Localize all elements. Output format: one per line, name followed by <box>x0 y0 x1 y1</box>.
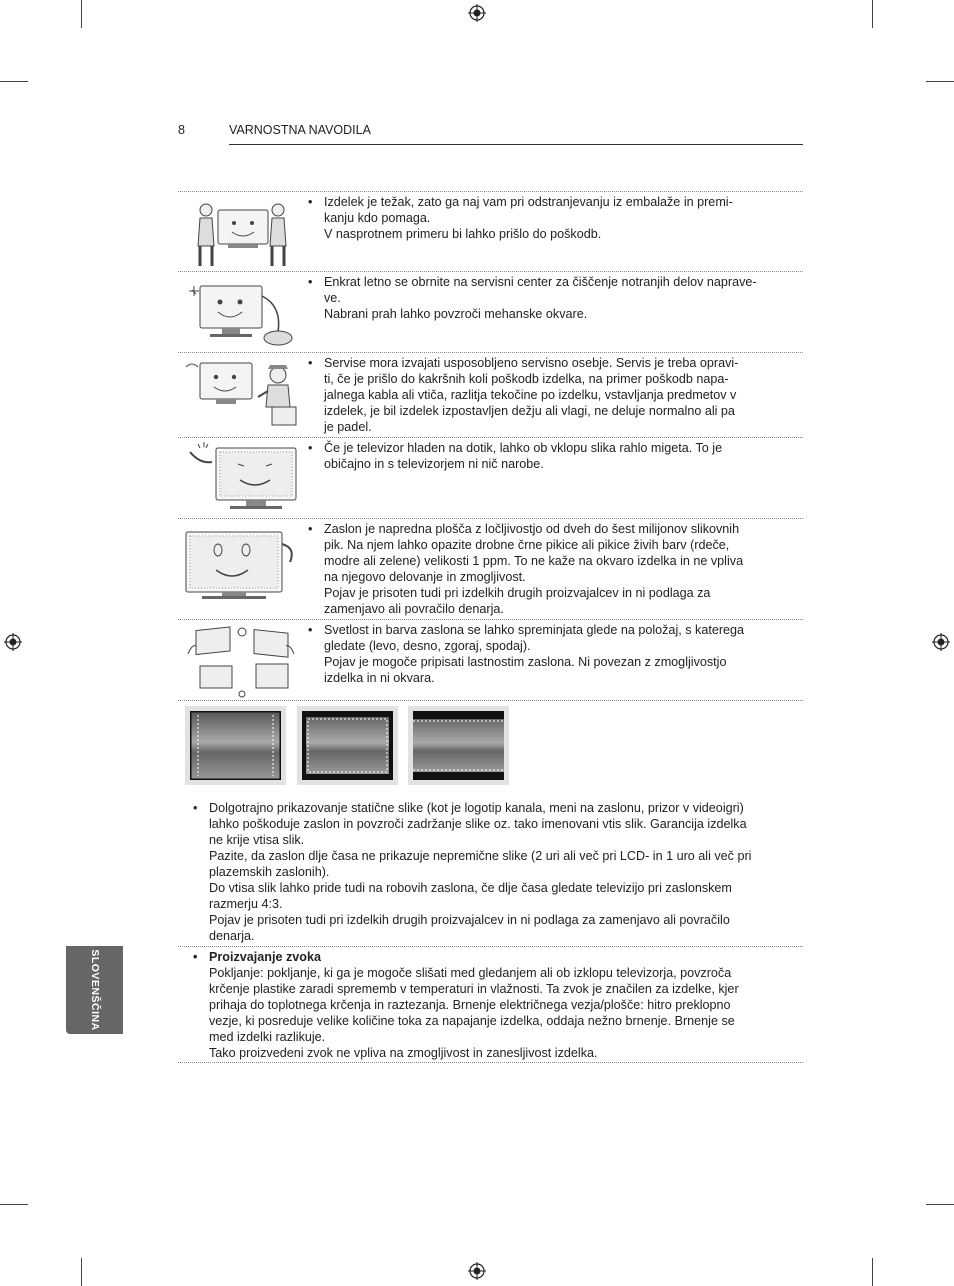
crop-mark <box>0 1204 28 1205</box>
image-retention-photo <box>408 706 509 785</box>
safety-item <box>178 192 803 271</box>
separator <box>178 1062 803 1063</box>
bullet: • <box>308 522 313 536</box>
language-tab <box>66 946 123 1034</box>
crop-mark <box>0 81 28 82</box>
registration-mark-icon <box>468 4 486 22</box>
safety-item <box>178 272 803 352</box>
service-technician-icon <box>182 357 300 431</box>
item-text: • Če je televizor hladen na dotik, lahko ob vklopu slika rahlo migeta. To je običajno in s televizorjem ni nič narobe. <box>308 441 723 471</box>
registration-mark-icon <box>468 1262 486 1280</box>
crop-mark <box>81 0 82 28</box>
header-rule <box>229 144 803 145</box>
crop-mark <box>872 0 873 28</box>
item-text: • Izdelek je težak, zato ga naj vam pri odstranjevanju iz embalaže in premi- kanju kdo pomaga. V nasprotnem primeru bi lahko prišlo do poškodb. <box>308 195 733 241</box>
crop-mark <box>926 81 954 82</box>
static-image-text: • Dolgotrajno prikazovanje statične slike (kot je logotip kanala, meni na zaslonu, prizor v videoigri) lahko poškoduje zaslon in povzroči zadržanje slike oz. tako imenovani vtis slik. Garancija izdelka ne krije vtisa slik. Pazite, da zaslon dlje časa ne prikazuje nepremične slike (2 uri ali več pri LCD- in 1 uro ali več pri plazemskih zaslonih). Do vtisa slik lahko pride tudi na robovih zaslona, če dlje časa gledate televizijo pri zaslonskem razmerju 4:3. Pojav je prisoten tudi pri izdelkih drugih proizvajalcev in ni podlaga za zamenjavo ali povračilo denarja. <box>193 801 752 943</box>
safety-item <box>178 353 803 437</box>
item-text: • Servise mora izvajati usposobljeno servisno osebje. Servis je treba opravi- ti, če je prišlo do kakršnih koli poškodb izdelka, na primer poškodb napa- jalnega kabla ali vtiča, razlitja tekočine po izdelku, vstavljanja predmetov v izdelek, je bil izdelek izpostavljen dežju ali vlagi, ne deluje normalno ali pa je padel. <box>308 356 739 434</box>
sound-text: • Proizvajanje zvoka Pokljanje: pokljanje, ki ga je mogoče slišati med gledanjem ali ob izklopu televizorja, povzroča krčenje plastike zaradi sprememb v temperaturi in vlažnosti. Ta zvok je značilen za izdelke, kjer prihaja do toplotnega krčenja in raztezanja. Brnenje električnega vezja/plošče: hitro preklopno vezje, ki posreduje velike količine toka za napajanje izdelka, oddaja nežno brnenje. Brnenje se med izdelki razlikuje. Tako proizvedeni zvok ne vpliva na zmogljivost in zanesljivost izdelka. <box>209 949 789 1061</box>
bullet: • <box>308 275 313 289</box>
sound-heading: Proizvajanje zvoka <box>209 950 321 964</box>
viewing-angles-icon <box>182 624 300 698</box>
separator <box>178 946 803 947</box>
item-text: • Svetlost in barva zaslona se lahko spreminjata glede na položaj, s katerega gledate (levo, desno, zgoraj, spodaj). Pojav je mogoče pripisati lastnostim zaslona. Ni povezan z zmogljivostjo izdelka in ni okvara. <box>308 623 745 685</box>
crop-mark <box>872 1258 873 1286</box>
bullet: • <box>308 195 313 209</box>
cold-tv-flicker-icon <box>182 442 300 516</box>
tv-vacuum-cleaner-icon <box>182 276 300 350</box>
image-retention-photo <box>185 706 286 785</box>
section-title: VARNOSTNA NAVODILA <box>229 123 371 137</box>
image-retention-photo <box>297 706 398 785</box>
page-number: 8 <box>178 123 185 137</box>
bullet: • <box>308 441 313 455</box>
safety-item <box>178 438 803 518</box>
safety-item <box>178 519 803 619</box>
item-text: • Zaslon je napredna plošča z ločljivostjo od dveh do šest milijonov slikovnih pik. Na njem lahko opazite drobne črne pikice ali pikice živih barv (rdeče, modre ali zelene) velikosti 1 ppm. To ne kaže na okvaro izdelka in ne vpliva na njegovo delovanje in zmogljivost. Pojav je prisoten tudi pri izdelkih drugih proizvajalcev in ni podlaga za zamenjavo ali povračilo denarja. <box>308 522 744 616</box>
registration-mark-icon <box>932 633 950 651</box>
bullet: • <box>308 356 313 370</box>
separator <box>178 700 803 701</box>
registration-mark-icon <box>4 633 22 651</box>
people-carrying-tv-icon <box>182 196 300 270</box>
item-text: • Enkrat letno se obrnite na servisni center za čiščenje notranjih delov naprave- ve. Nabrani prah lahko povzroči mehanske okvare. <box>308 275 757 321</box>
bullet: • <box>193 950 198 964</box>
bullet: • <box>308 623 313 637</box>
screen-pixels-icon <box>182 523 300 603</box>
bullet: • <box>193 801 198 815</box>
crop-mark <box>926 1204 954 1205</box>
safety-item <box>178 620 803 700</box>
crop-mark <box>81 1258 82 1286</box>
language-tab-label: SLOVENŠČINA <box>88 949 101 1031</box>
